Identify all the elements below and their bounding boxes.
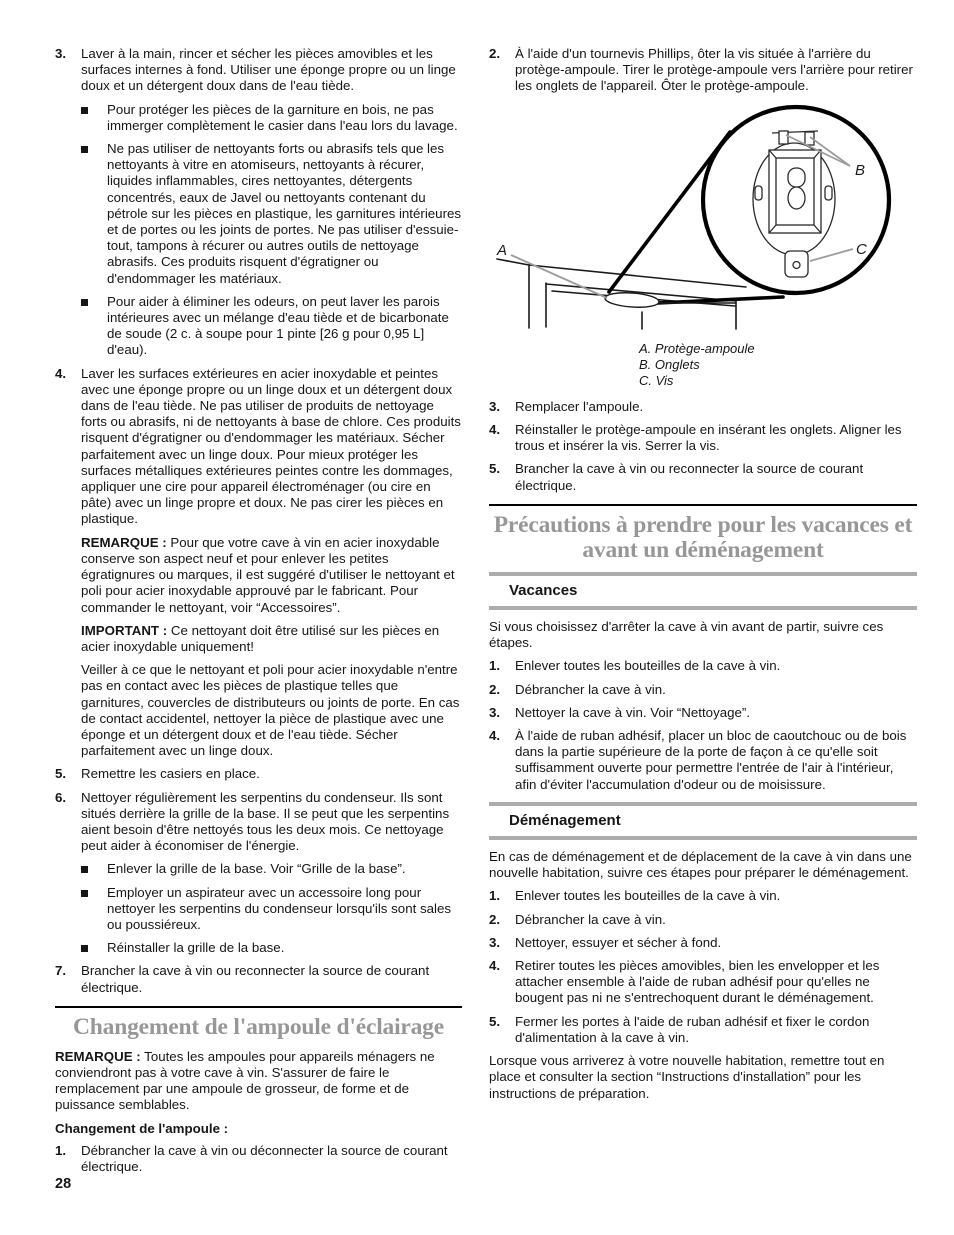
diagram-label-c: C (856, 240, 867, 258)
step-number: 3. (489, 398, 501, 414)
bullet-text: Ne pas utiliser de nettoyants forts ou abrasifs tels que les nettoyants à vitre en atomiseurs, nettoyants à récurer, liquides inflammables, cires nettoyantes, détergents concentrés, eaux de Javel ou nettoyants contenant du pétrole sur les pièces en plastique, les garnitures intérieures et de portes ou les joints de portes. Ne pas utiliser d'essuie-tout, tampons à récurer ou autres outils de nettoyage abrasifs. Ces produits risquent d'égratigner ou d'endommager les matériaux. (107, 141, 462, 286)
subsection-title-vacances: Vacances (509, 581, 578, 599)
note-label: REMARQUE : (81, 534, 167, 550)
step-item (489, 422, 917, 454)
note-text: Toutes les ampoules pour appareils ménagers ne conviendront pas à votre cave à vin. S'assurer de faire le remplacement par une ampoule de grosseur, de forme et de puissance semblables. (55, 1048, 435, 1113)
step-number: 3. (489, 704, 501, 720)
step-item (489, 958, 917, 1007)
note-label: REMARQUE : (55, 1048, 141, 1064)
bullet-text: Réinstaller la grille de la base. (107, 940, 285, 956)
bullet-square-icon (81, 866, 88, 873)
page-number: 28 (55, 1176, 72, 1192)
step-text: Nettoyer régulièrement les serpentins du condenseur. Ils sont situés derrière la grille de la base. Il se peut que les serpentins aient besoin d'être nettoyés tous les deux mois. Ce nettoyage peut aider à économiser de l'énergie. (81, 789, 450, 854)
step-item (489, 461, 917, 493)
subsection-demenagement (489, 802, 917, 840)
section-title-precautions: Précautions à prendre pour les vacances et avant un déménagement (493, 511, 913, 563)
legend-item: A. Protège-ampoule (639, 340, 755, 356)
step-number: 2. (489, 46, 501, 61)
step-text: Débrancher la cave à vin. (515, 911, 666, 927)
bullet-item (81, 294, 462, 359)
step-item (489, 682, 917, 698)
bulb-cover-diagram-svg (489, 103, 917, 333)
step-text: Laver les surfaces extérieures en acier inoxydable et peintes avec une éponge propre ou un linge doux et un détergent doux dans de l'eau tiède. Ne pas utiliser de produits de nettoyage forts ou abrasifs, ni de nettoyants à base de chlore. Ces produits risquent d'égratigner ou d'endommager les matériaux. Sécher parfaitement avec un linge doux. Pour mieux protéger les surfaces métalliques extérieures peintes contre les dommages, appliquer une cire pour appareil électroménager (ou cire en pâte) avec un linge propre et doux. Ne pas cirer les pièces en plastique. (81, 365, 461, 527)
step-number: 4. (489, 958, 501, 974)
step-text: Remplacer l'ampoule. (515, 398, 644, 414)
step-text: Enlever toutes les bouteilles de la cave à vin. (515, 658, 781, 674)
step-text: Débrancher la cave à vin. (515, 681, 666, 697)
paragraph: En cas de déménagement et de déplacement de la cave à vin dans une nouvelle habitation, suivre ces étapes pour préparer le déménagement. (489, 849, 912, 881)
step-number: 1. (55, 1142, 67, 1158)
note-remarque (81, 535, 462, 616)
step-number: 1. (489, 658, 501, 674)
legend-item: B. Onglets (639, 356, 700, 372)
step-number: 5. (489, 1013, 501, 1029)
bullet-item (81, 861, 462, 877)
step-text: Débrancher la cave à vin ou déconnecter la source de courant électrique. (81, 1142, 448, 1174)
note-important (81, 623, 462, 655)
bullet-square-icon (81, 890, 88, 897)
step-number: 4. (55, 365, 67, 381)
step-text: À l'aide d'un tournevis Phillips, ôter la vis située à l'arrière du protège-ampoule. Tirer le protège-ampoule vers l'arrière pour retirer les onglets de l'appareil. Ôter le protège-ampoule. (515, 46, 913, 94)
step-item (489, 935, 917, 951)
step-text: Réinstaller le protège-ampoule en insérant les onglets. Aligner les trous et insérer la vis. Serrer la vis. (515, 422, 902, 454)
step-number: 7. (55, 963, 67, 979)
step-item (55, 766, 462, 782)
step-item (489, 658, 917, 674)
subsection-bar (489, 606, 917, 610)
bullet-item (81, 102, 462, 134)
bullet-square-icon (81, 107, 88, 114)
step-item (55, 963, 462, 995)
bullet-square-icon (81, 146, 88, 153)
step-text: Retirer toutes les pièces amovibles, bien les envelopper et les attacher ensemble à l'aide de ruban adhésif pour qu'elles ne bougent pas ni ne s'entrechoquent durant le déménagement. (515, 958, 880, 1006)
note-label: IMPORTANT : (81, 622, 168, 638)
procedure-heading: Changement de l'ampoule : (55, 1120, 229, 1136)
step-text: Laver à la main, rincer et sécher les pièces amovibles et les surfaces internes à fond. Utiliser une éponge propre ou un linge doux et un détergent doux dans de l'eau tiède. (81, 46, 456, 94)
diagram-label-b: B (855, 161, 866, 179)
diagram-legend (639, 341, 917, 389)
note-text: Ce nettoyant doit être utilisé sur les pièces en acier inoxydable uniquement! (81, 622, 440, 654)
step-item (489, 705, 917, 721)
legend-item: C. Vis (639, 372, 674, 388)
step-text: À l'aide de ruban adhésif, placer un bloc de caoutchouc ou de bois dans la partie supérieure de la porte de façon à ce qu'elle soit suffisamment ouverte pour permettre l'entrée de l'air à l'intérieur, afin d'éviter l'accumulation d'odeur ou de moisissure. (515, 728, 907, 792)
step-item (55, 790, 462, 855)
bullet-item (81, 141, 462, 287)
diagram-label-a: A (497, 241, 508, 259)
bullet-text: Pour protéger les pièces de la garniture en bois, ne pas immerger complètement le casier dans l'eau lors du lavage. (107, 101, 458, 133)
step-text: Brancher la cave à vin ou reconnecter la source de courant électrique. (515, 461, 864, 493)
paragraph: Si vous choisissez d'arrêter la cave à vin avant de partir, suivre ces étapes. (489, 619, 884, 651)
bullet-item (81, 885, 462, 934)
step-number: 1. (489, 888, 501, 904)
step-number: 2. (489, 681, 501, 697)
step-number: 6. (55, 789, 67, 805)
step-item (55, 1143, 462, 1175)
bullet-square-icon (81, 945, 88, 952)
step-text: Remettre les casiers en place. (81, 766, 260, 782)
section-title-lighting: Changement de l'ampoule d'éclairage (73, 1013, 444, 1040)
step-number: 3. (55, 46, 67, 61)
step-number: 5. (55, 766, 67, 782)
step-item (489, 1014, 917, 1046)
step-text: Nettoyer, essuyer et sécher à fond. (515, 934, 722, 950)
step-item (489, 399, 917, 415)
bullet-text: Employer un aspirateur avec un accessoire long pour nettoyer les serpentins du condenseur lorsqu'ils sont sales ou poussiéreux. (107, 884, 452, 932)
step-number: 4. (489, 728, 501, 744)
note-remarque (55, 1049, 462, 1114)
note-text: Pour que votre cave à vin en acier inoxydable conserve son aspect neuf et pour enlever les petites égratignures ou marques, il est suggéré d'utiliser le nettoyant et poli pour acier inoxydable approuvé par le fabricant. Pour commander le nettoyant, voir “Accessoires”. (81, 534, 455, 615)
bullet-text: Pour aider à éliminer les odeurs, on peut laver les parois intérieures avec un mélange d'eau tiède et de bicarbonate de soude (2 c. à soupe pour 1 pinte [26 g pour 0,95 L] d'eau). (107, 293, 449, 358)
step-text: Brancher la cave à vin ou reconnecter la source de courant électrique. (81, 963, 430, 995)
left-column (55, 46, 462, 1182)
step-item (489, 728, 917, 793)
step-item (489, 912, 917, 928)
section-divider (489, 504, 917, 506)
bullet-text: Enlever la grille de la base. Voir “Grille de la base”. (107, 861, 406, 877)
paragraph: Veiller à ce que le nettoyant et poli pour acier inoxydable n'entre pas en contact avec les pièces de plastique telles que garnitures, couvercles de distributeurs ou joints de porte. En cas de contact accidentel, nettoyer la pièce de plastique avec une éponge et un détergent doux et de l'eau tiède. Sécher parfaitement avec un linge doux. (81, 662, 460, 759)
subsection-bar (489, 836, 917, 840)
magnifier-cone-line (658, 297, 783, 303)
step-number: 3. (489, 934, 501, 950)
bulb-cover-diagram (489, 103, 917, 337)
paragraph: Lorsque vous arriverez à votre nouvelle habitation, remettre tout en place et consulter la section “Instructions d'installation” pour les instructions de préparation. (489, 1053, 885, 1101)
subsection-title-demenagement: Déménagement (509, 811, 621, 829)
step-number: 4. (489, 422, 501, 438)
step-item (55, 46, 462, 95)
section-divider (55, 1006, 462, 1008)
bullet-item (81, 940, 462, 956)
step-number: 2. (489, 911, 501, 927)
step-text: Nettoyer la cave à vin. Voir “Nettoyage”. (515, 704, 751, 720)
step-item (55, 366, 462, 528)
bullet-square-icon (81, 299, 88, 306)
step-item (489, 888, 917, 904)
step-number: 5. (489, 461, 501, 477)
right-column (489, 46, 917, 1109)
step-text: Enlever toutes les bouteilles de la cave à vin. (515, 888, 781, 904)
step-item (489, 46, 917, 95)
step-text: Fermer les portes à l'aide de ruban adhésif et fixer le cordon d'alimentation à la cave à vin. (515, 1013, 870, 1045)
